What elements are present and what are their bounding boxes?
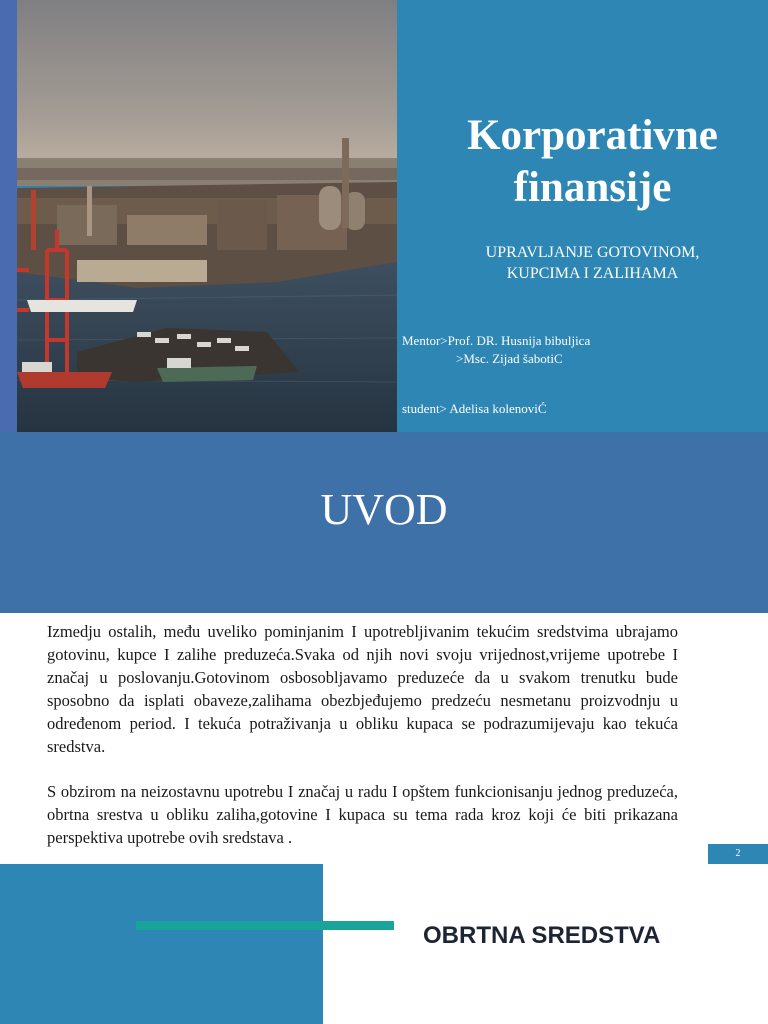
body-paragraph: Izmedju ostalih, među uveliko pominjanim I upotrebljivanim tekućim sredstvima ubrajamo gotovinu, kupce I zalihe preduzeća.Svaka od njih novi svoju vrijednost,vrijeme upotrebe I značaj u poslovanju.Gotovinom osbosobljavamo preduzeće da u svakom trenutku bude sposobno da isplati obaveze,zalihama obezbjeđujemo predzeću nesmetanu proizvodnju u određenom period. I tekuća potraživanja u obliku kupaca se podrazumijevaju kao tekuća sredstva. bbox=[47, 622, 678, 756]
intro-body bbox=[47, 620, 678, 864]
mentor-line: Mentor>Prof. DR. Husnija bibuljica bbox=[402, 333, 591, 348]
intro-slide bbox=[0, 432, 768, 864]
left-accent-stripe bbox=[0, 0, 17, 432]
blue-side-block bbox=[0, 864, 323, 1024]
title-line: finansije bbox=[513, 164, 672, 211]
body-paragraph: S obzirom na neizostavnu upotrebu I značaj u radu I opštem funkcionisanju jednog preduzeća, obrtna srestva u obliku zaliha,gotovine I kupaca su tema rada kroz koji će biti prikazana perspektiva upotrebe ovih sredstava . bbox=[47, 782, 678, 847]
title-slide bbox=[0, 0, 768, 432]
intro-title: UVOD bbox=[320, 485, 448, 534]
section-slide bbox=[0, 864, 768, 1024]
student-info: student> Adelisa kolenoviĆ bbox=[402, 401, 547, 416]
page-number: 2 bbox=[708, 844, 768, 864]
subtitle-line: KUPCIMA I ZALIHAMA bbox=[506, 265, 679, 282]
subtitle-line: UPRAVLJANJE GOTOVINOM, bbox=[485, 244, 700, 261]
intro-header-band bbox=[0, 432, 768, 613]
mentor-info bbox=[402, 332, 590, 368]
presentation-title bbox=[420, 110, 765, 214]
teal-accent-line bbox=[136, 921, 394, 930]
presentation-subtitle bbox=[420, 242, 765, 284]
mentor-line: >Msc. Zijad šabotiC bbox=[456, 351, 563, 366]
industrial-harbor-photo bbox=[17, 0, 397, 432]
title-line: Korporativne bbox=[467, 112, 718, 159]
section-heading: OBRTNA SREDSTVA bbox=[423, 922, 661, 949]
